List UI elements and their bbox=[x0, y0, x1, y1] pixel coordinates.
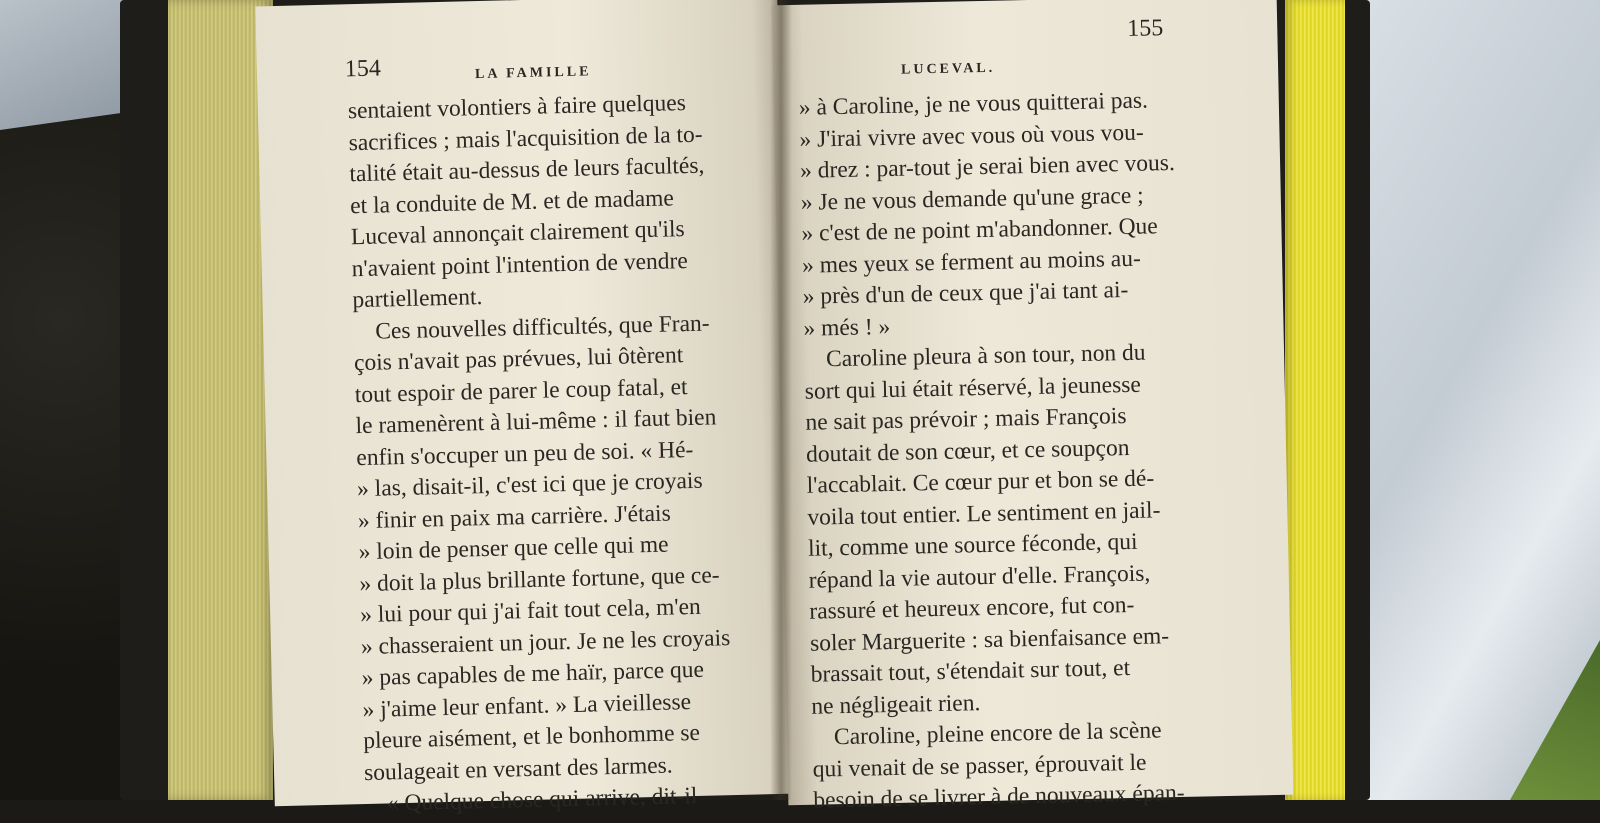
text-line: » més ! » bbox=[803, 313, 891, 342]
text-line: besoin de se livrer à de nouveaux épan- bbox=[813, 779, 1185, 814]
white-cloth bbox=[1350, 0, 1600, 800]
text-line: » près d'un de ceux que j'ai tant ai- bbox=[802, 276, 1129, 310]
text-line: soulageait en versant des larmes. bbox=[363, 752, 673, 786]
text-line: doutait de son cœur, et ce soupçon bbox=[805, 434, 1130, 468]
page-edges-right bbox=[1285, 0, 1345, 800]
text-line: çois n'avait pas prévues, lui ôtèrent bbox=[353, 342, 684, 377]
text-line: » c'est de ne point m'abandonner. Que bbox=[801, 213, 1158, 247]
text-line: sentaient volontiers à faire quelques bbox=[347, 90, 687, 125]
right-page-number: 155 bbox=[1126, 15, 1164, 42]
text-line: voila tout entier. Le sentiment en jail- bbox=[807, 496, 1161, 531]
text-line: » loin de penser que celle qui me bbox=[358, 531, 669, 566]
text-line: » finir en paix ma carrière. J'étais bbox=[357, 500, 671, 534]
text-line: « Quelque chose qui arrive, dit-il bbox=[386, 782, 698, 817]
text-line: rassuré et heureux encore, fut con- bbox=[809, 591, 1135, 625]
left-page-number: 154 bbox=[344, 55, 382, 83]
text-line: » mes yeux se ferment au moins au- bbox=[801, 245, 1142, 279]
text-line: sacrifices ; mais l'acquisition de la to- bbox=[348, 121, 703, 156]
text-line: » j'aime leur enfant. » La vieillesse bbox=[362, 688, 692, 723]
text-line: ne sait pas prévoir ; mais François bbox=[805, 403, 1127, 436]
right-running-head: LUCEVAL. bbox=[900, 60, 996, 78]
text-line: Caroline pleura à son tour, non du bbox=[825, 339, 1146, 373]
text-line: qui venait de se passer, éprouvait le bbox=[812, 749, 1147, 783]
text-line: Luceval annonçait clairement qu'ils bbox=[350, 216, 685, 251]
text-line: » las, disait-il, c'est ici que je croyais bbox=[356, 467, 703, 503]
text-line: » chasseraient un jour. Je ne les croyais bbox=[360, 624, 731, 660]
text-line: Caroline, pleine encore de la scène bbox=[833, 717, 1162, 751]
text-line: brassait tout, s'étendait sur tout, et bbox=[810, 655, 1131, 688]
text-line: ne négligeait rien. bbox=[811, 689, 981, 720]
text-line: l'accablait. Ce cœur pur et bon se dé- bbox=[806, 465, 1155, 499]
text-line: » Je ne vous demande qu'une grace ; bbox=[800, 182, 1144, 216]
text-line: soler Marguerite : sa bienfaisance em- bbox=[809, 622, 1170, 657]
text-line: » lui pour qui j'ai fait tout cela, m'en bbox=[359, 593, 702, 629]
text-line: » pas capables de me haïr, parce que bbox=[361, 656, 705, 692]
text-line: » à Caroline, je ne vous quitterai pas. bbox=[798, 87, 1149, 121]
right-page bbox=[772, 0, 1294, 814]
left-running-head: LA FAMILLE bbox=[474, 64, 592, 83]
text-line: pleure aisément, et le bonhomme se bbox=[362, 719, 701, 755]
text-line: » drez : par-tout je serai bien avec vous. bbox=[799, 149, 1176, 184]
text-line: le ramenèrent à lui-même : il faut bien bbox=[355, 404, 717, 440]
text-line: » J'irai vivre avec vous où vous vou- bbox=[799, 119, 1144, 153]
text-line: talité était au-dessus de leurs facultés, bbox=[349, 152, 705, 188]
left-page-text bbox=[348, 87, 735, 820]
text-line: lit, comme une source féconde, qui bbox=[807, 528, 1138, 562]
text-line: n'avaient point l'intention de vendre bbox=[351, 247, 689, 282]
text-line: » doit la plus brillante fortune, que ce- bbox=[359, 561, 720, 597]
text-line: Ces nouvelles difficultés, que Fran- bbox=[374, 309, 710, 345]
text-line: partiellement. bbox=[352, 284, 483, 314]
text-line: répand la vie autour d'elle. François, bbox=[808, 560, 1151, 594]
text-line: et la conduite de M. et de madame bbox=[349, 184, 675, 219]
text-line: enfin s'occuper un peu de soi. « Hé- bbox=[356, 436, 694, 471]
left-page bbox=[255, 0, 796, 817]
right-page-text bbox=[799, 85, 1189, 817]
book-gutter bbox=[770, 0, 792, 800]
text-line: sort qui lui était réservé, la jeunesse bbox=[804, 371, 1142, 405]
text-line: tout espoir de parer le coup fatal, et bbox=[354, 373, 688, 408]
